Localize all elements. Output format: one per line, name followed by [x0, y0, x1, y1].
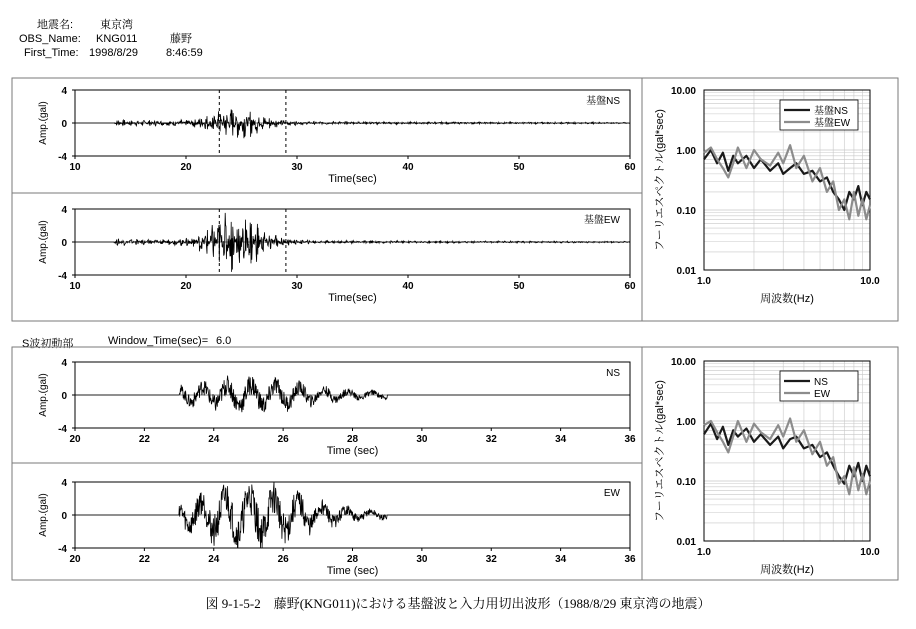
x-tick-label: 32	[485, 554, 497, 565]
x-tick-label: 24	[208, 554, 220, 565]
legend-label: NS	[606, 368, 620, 379]
waveform-line	[75, 376, 630, 413]
x-tick-label: 22	[138, 434, 150, 445]
earthquake-name: 東京湾	[100, 19, 133, 31]
y-tick-label: 0.10	[676, 206, 696, 217]
legend-label-1: 基盤NS	[814, 106, 848, 117]
y-tick-label: 4	[61, 86, 67, 97]
x-axis-label: 周波数(Hz)	[760, 564, 814, 576]
y-axis-label: Amp.(gal)	[38, 493, 49, 537]
x-tick-label: 36	[624, 434, 636, 445]
obs-code: KNG011	[96, 33, 138, 45]
y-tick-label: 0	[61, 119, 67, 130]
y-tick-label: -4	[58, 544, 67, 555]
x-tick-label: 1.0	[697, 276, 711, 287]
first-time-label: First_Time:	[24, 47, 79, 59]
waveform-line	[75, 482, 630, 548]
x-tick-label: 34	[555, 554, 567, 565]
x-tick-label: 50	[513, 281, 525, 292]
y-tick-label: 0	[61, 238, 67, 249]
legend-label: EW	[603, 488, 620, 499]
legend-label: 基盤EW	[583, 215, 620, 226]
timeseries-ts1	[38, 86, 636, 185]
x-axis-label: Time(sec)	[328, 292, 377, 304]
x-axis-label: 周波数(Hz)	[760, 293, 814, 305]
x-tick-label: 50	[513, 162, 525, 173]
earthquake-label: 地震名:	[37, 19, 74, 31]
x-tick-label: 60	[624, 281, 636, 292]
waveform-line	[75, 109, 630, 138]
y-tick-label: 0.01	[676, 537, 696, 548]
y-tick-label: 1.00	[676, 417, 696, 428]
x-tick-label: 10.0	[860, 547, 880, 558]
window-time-value: 6.0	[216, 335, 232, 347]
series-line-2	[704, 419, 870, 495]
waveform-line	[75, 213, 630, 272]
spectrum-sp1	[653, 86, 880, 305]
x-tick-label: 40	[402, 162, 414, 173]
x-tick-label: 20	[180, 162, 192, 173]
figure-caption: 図 9-1-5-2 藤野(KNG011)における基盤波と入力用切出波形（1988/8/29 東京湾の地震）	[205, 596, 711, 611]
x-tick-label: 60	[624, 162, 636, 173]
x-tick-label: 30	[416, 434, 428, 445]
y-axis-label: フーリエスペクトル(gal*sec)	[654, 109, 666, 251]
y-axis-label: Amp.(gal)	[38, 373, 49, 417]
x-axis-label: Time(sec)	[328, 173, 377, 185]
x-tick-label: 30	[416, 554, 428, 565]
window-time-label: Window_Time(sec)=	[108, 335, 209, 347]
series-line-1	[704, 424, 870, 484]
legend	[780, 100, 858, 130]
y-tick-label: 10.00	[670, 86, 696, 97]
timeseries-ts3	[38, 358, 636, 457]
x-tick-label: 26	[277, 554, 289, 565]
x-axis-label: Time (sec)	[326, 565, 379, 577]
x-tick-label: 20	[69, 434, 81, 445]
y-tick-label: 10.00	[670, 357, 696, 368]
panel-frame-1	[12, 78, 642, 321]
legend-label-2: 基盤EW	[814, 118, 851, 129]
y-axis-label: フーリエスペクトル(gal*sec)	[654, 380, 666, 522]
x-tick-label: 10	[69, 281, 81, 292]
legend-label: 基盤NS	[586, 96, 620, 107]
x-tick-label: 30	[291, 281, 303, 292]
timeseries-ts2	[38, 205, 636, 304]
x-tick-label: 10.0	[860, 276, 880, 287]
x-tick-label: 26	[277, 434, 289, 445]
y-tick-label: 1.00	[676, 146, 696, 157]
y-tick-label: -4	[58, 152, 67, 163]
y-tick-label: 0	[61, 391, 67, 402]
x-tick-label: 24	[208, 434, 220, 445]
y-tick-label: 0	[61, 511, 67, 522]
x-tick-label: 40	[402, 281, 414, 292]
y-tick-label: 4	[61, 205, 67, 216]
x-tick-label: 1.0	[697, 547, 711, 558]
legend	[780, 371, 858, 401]
y-tick-label: 4	[61, 358, 67, 369]
y-tick-label: -4	[58, 271, 67, 282]
obs-name-label: OBS_Name:	[19, 33, 81, 45]
y-tick-label: 0.01	[676, 266, 696, 277]
x-tick-label: 28	[346, 434, 359, 445]
spectrum-sp2	[653, 357, 880, 576]
first-time-date: 1998/8/29	[89, 47, 138, 59]
x-tick-label: 20	[69, 554, 81, 565]
x-tick-label: 28	[346, 554, 359, 565]
legend-label-2: EW	[814, 389, 831, 400]
y-axis-label: Amp.(gal)	[38, 220, 49, 264]
obs-station-name: 藤野	[170, 33, 192, 45]
x-tick-label: 34	[555, 434, 567, 445]
x-axis-label: Time (sec)	[326, 445, 379, 457]
x-tick-label: 32	[485, 434, 497, 445]
y-tick-label: 4	[61, 478, 67, 489]
x-tick-label: 20	[180, 281, 192, 292]
x-tick-label: 36	[624, 554, 636, 565]
legend-label-1: NS	[814, 377, 828, 388]
x-tick-label: 30	[291, 162, 303, 173]
y-tick-label: 0.10	[676, 477, 696, 488]
y-axis-label: Amp.(gal)	[38, 101, 49, 145]
timeseries-ts4	[38, 478, 636, 577]
y-tick-label: -4	[58, 424, 67, 435]
x-tick-label: 10	[69, 162, 81, 173]
first-time-clock: 8:46:59	[166, 47, 203, 59]
s-wave-label: S波初動部	[22, 338, 74, 350]
x-tick-label: 22	[138, 554, 150, 565]
